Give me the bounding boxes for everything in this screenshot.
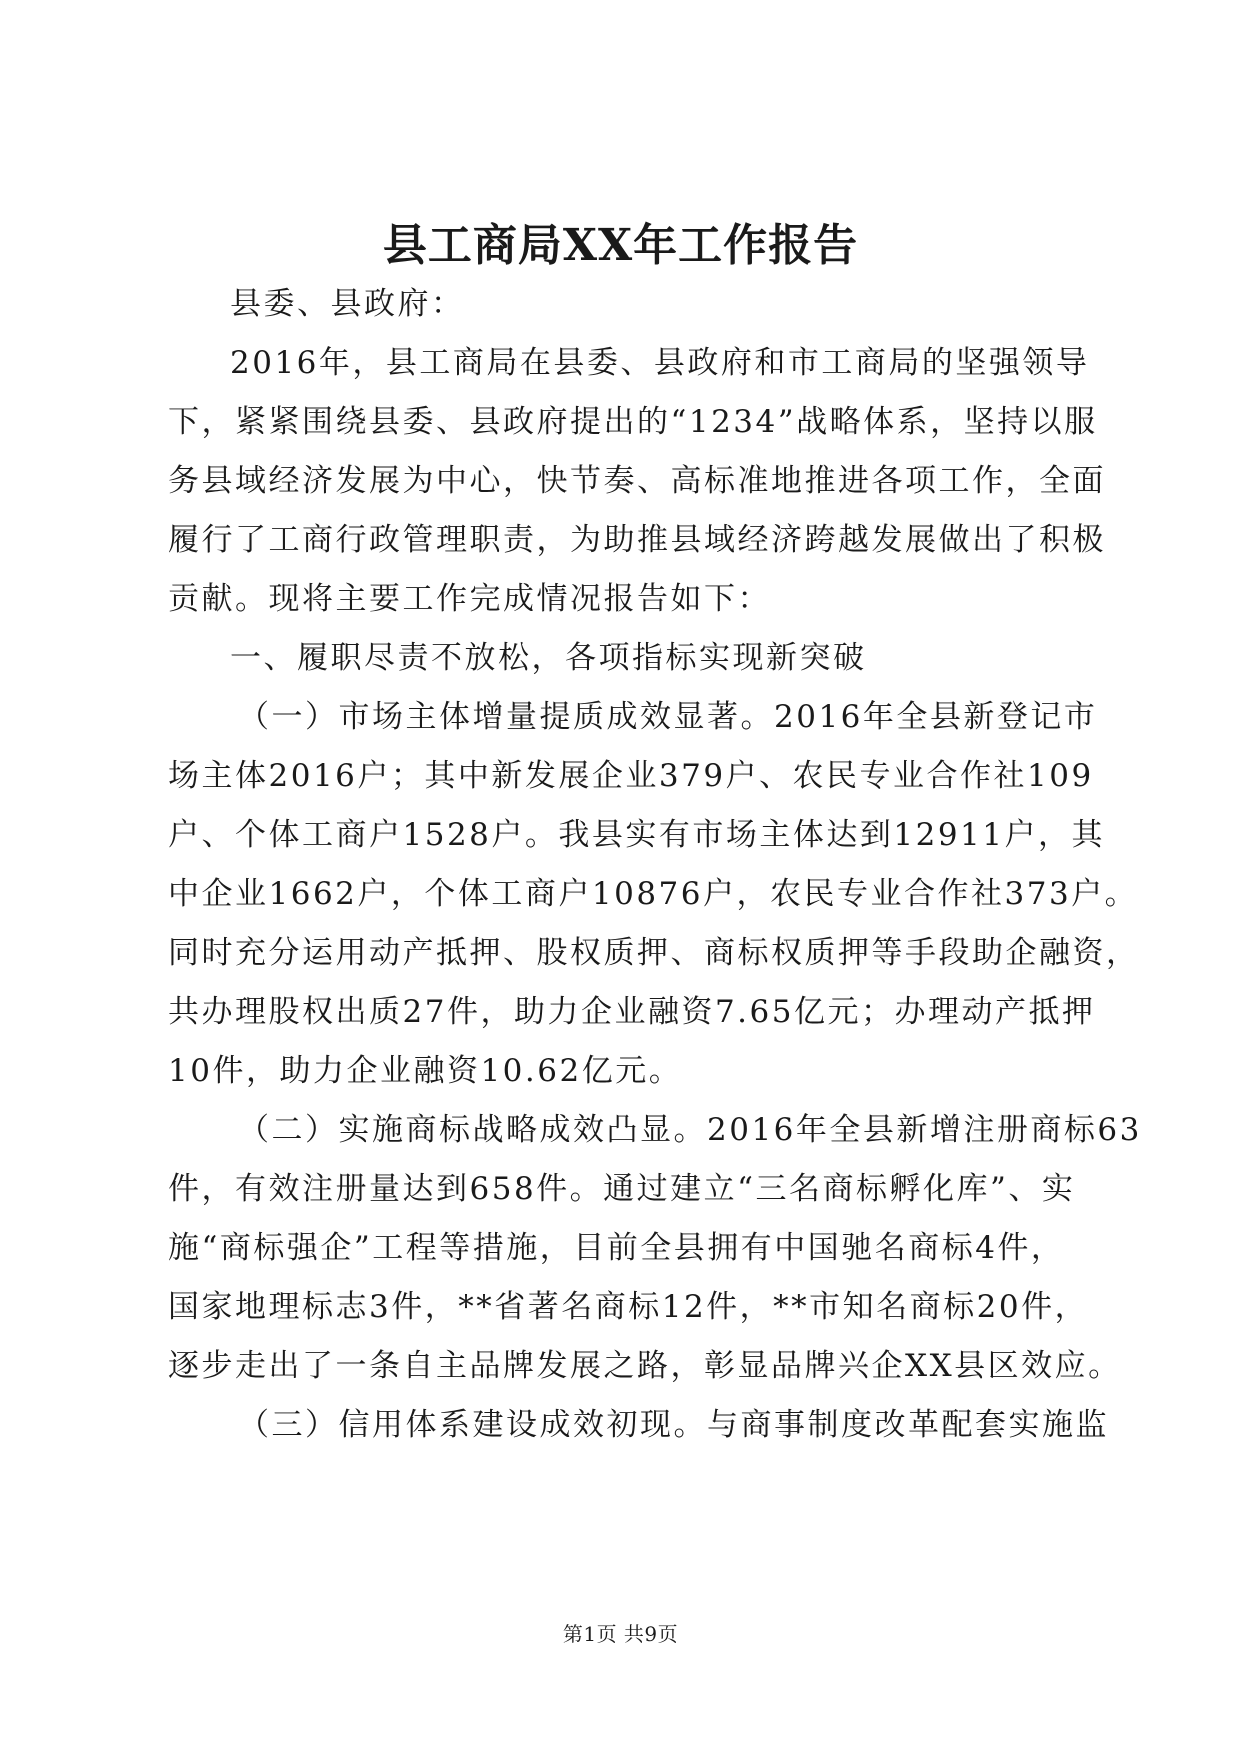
paragraph-line: 件，有效注册量达到658件。通过建立“三名商标孵化库”、实 [168,1171,1076,1207]
paragraph-line: 逐步走出了一条自主品牌发展之路，彰显品牌兴企XX县区效应。 [168,1348,1122,1384]
paragraph-line: （二）实施商标战略成效凸显。2016年全县新增注册商标63 [238,1112,1142,1148]
paragraph-line: 中企业1662户，个体工商户10876户，农民专业合作社373户。 [168,876,1139,912]
paragraph-line: （一）市场主体增量提质成效显著。2016年全县新登记市 [238,699,1098,735]
paragraph-line: 场主体2016户；其中新发展企业379户、农民专业合作社109 [168,758,1094,794]
section-heading: 一、履职尽责不放松，各项指标实现新突破 [230,640,867,676]
document-body [168,275,1142,1455]
paragraph-line: 履行了工商行政管理职责，为助推县域经济跨越发展做出了积极 [168,522,1106,558]
paragraph-line: 同时充分运用动产抵押、股权质押、商标权质押等手段助企融资， [168,935,1140,971]
paragraph-line: 10件，助力企业融资10.62亿元。 [168,1053,683,1089]
paragraph-line: 共办理股权出质27件，助力企业融资7.65亿元；办理动产抵押 [168,994,1096,1030]
paragraph-line: 户、个体工商户1528户。我县实有市场主体达到12911户，其 [168,817,1106,853]
page-number: 第1页 共9页 [562,1622,679,1646]
paragraph-line: 施“商标强企”工程等措施，目前全县拥有中国驰名商标4件， [168,1230,1065,1266]
document-title: 县工商局XX年工作报告 [382,220,859,271]
paragraph-line: 下，紧紧围绕县委、县政府提出的“1234”战略体系，坚持以服 [168,404,1098,440]
paragraph-line: 国家地理标志3件，**省著名商标12件，**市知名商标20件， [168,1289,1089,1325]
paragraph-line: （三）信用体系建设成效初现。与商事制度改革配套实施监 [238,1407,1109,1443]
salutation-line: 县委、县政府： [230,286,465,322]
paragraph-line: 贡献。现将主要工作完成情况报告如下： [168,581,771,617]
paragraph-line: 务县域经济发展为中心，快节奏、高标准地推进各项工作，全面 [168,463,1106,499]
paragraph-line: 2016年，县工商局在县委、县政府和市工商局的坚强领导 [230,345,1090,381]
